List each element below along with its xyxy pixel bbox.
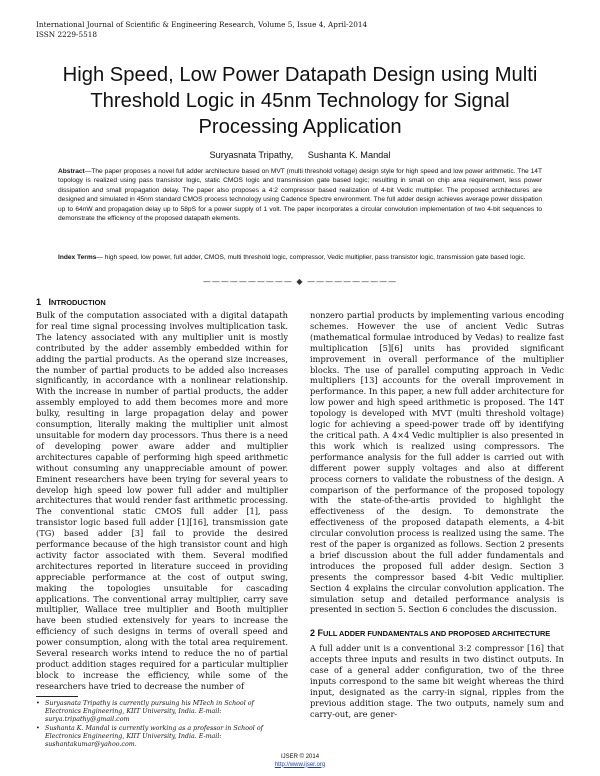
author-line	[40, 150, 560, 160]
bullet-icon: •	[36, 699, 40, 707]
section-1-heading	[36, 297, 288, 308]
abstract-text: —The paper proposes a novel full adder architecture based on MVT (multi threshold voltage) design style for high speed and low power arithmetic. The 14T topology is realized using pass transistor logic, static CMOS logic and transmission gate based logic; resulting in small on chip area requirement, less power dissipation and small propagation delay. The paper also proposes a 4:2 compressor based realization of 4-bit Vedic multiplier. The proposed architectures are designed and simulated in 45nm standard CMOS process technology using Cadence Spectre environment. The full adder design achieves average power dissipation up to 64nW and propagation delay up to 58pS for a power supply of 1 volt. The paper incorporates a circular convolution implementation of two 4-bit sequences to demonstrate the efficiency of the proposed datapath elements.	[58, 168, 542, 223]
paper-title: High Speed, Low Power Datapath Design using Multi Threshold Logic in 45nm Technology for Signal Processing Application	[62, 64, 538, 138]
bullet-icon: •	[36, 724, 40, 732]
section-1-paragraph: Bulk of the computation associated with a digital datapath for real time signal processing involves multiplication task. The latency associated with any multiplier unit is mostly contributed by the adder assembly embedded within for adding the partial products. As the operand size increases, the number of partial products to be added also increases significantly, in accordance with a nonlinear relationship. With the increase in number of partial products, the adder assembly employed to add them becomes more and more bulky, resulting in large propagation delay and power consumption, literally making the multiplier unit almost unsuitable for modern day processors. Thus there is a need of developing power aware adder and multiplier architectures capable of performing high speed arithmetic without consuming any unappreciable amount of power. Eminent researchers have been trying for several years to develop high speed low power full adder and multiplier architectures that would render fast arithmetic processing. The conventional static CMOS full adder [1], pass transistor logic based full adder [1][16], transmission gate (TG) based adder [3] fail to provide the desired performance because of the high transistor count and high activity factor associated with them. Several modified architectures reported in literature succeed in providing appreciable performance at the cost of output swing, making the topologies unsuitable for cascading applications. The conventional array multiplier, carry save multiplier, Wallace tree multiplier and Booth multiplier have been studied extensively for years to increase the efficiency of such designs in terms of overall speed and power consumption, along with the total area requirement. Several research works intend to reduce the no of partial product addition stages required for a particular multiplier block to increase the efficiency, while some of the researchers have tried to decrease the number of	[36, 310, 288, 691]
section-1-initial: I	[48, 297, 52, 307]
left-column	[36, 297, 288, 750]
footnote-text: Suryasnata Tripathy is currently pursuing his MTech in School of Electronics Engineering, KIIT University, India. E-mail: surya.tripathy@gmail.com	[45, 699, 254, 724]
issn: ISSN 2229-5518	[36, 30, 98, 39]
footnotes	[36, 700, 288, 750]
right-column	[310, 310, 564, 720]
section-1-title: NTRODUCTION	[51, 298, 106, 307]
footnote	[36, 725, 288, 750]
section-1-number: 1	[36, 297, 42, 307]
journal-header	[36, 20, 367, 40]
index-terms-label: Index Terms	[58, 254, 97, 261]
journal-link[interactable]: http://www.ijser.org	[274, 761, 326, 768]
footnote-text: Sushanta K. Mandal is currently working as a professor in School of Electronics Engineering, KIIT University, India. E-mail: sushantakumar@yahoo.com.	[45, 724, 263, 749]
journal-info: International Journal of Scientific & Engineering Research, Volume 5, Issue 4, April-2014	[36, 20, 368, 29]
section-2-initial: F	[317, 628, 324, 639]
footnote	[36, 700, 288, 725]
section-1-continuation: nonzero partial products by implementing various encoding schemes. However the use of ancient Vedic Sutras (mathematical formulae introduced by Vedas) to realize fast multiplication [5][6] units has provided significant improvement in overall performance of the multiplier blocks. The use of parallel computing approach in Vedic multipliers [13] accounts for the overall improvement in performance. In this paper, a new full adder architecture for low power and high speed arithmetic is proposed. The 14T topology is developed with MVT (multi threshold voltage) logic for achieving a speed-power trade off by identifying the critical path. A 4×4 Vedic multiplier is also presented in this work which is realized using compressors. The performance analysis for the full adder is carried out with different power supply voltages and also at different process corners to validate the robustness of the design. A comparison of the performance of the proposed topology with the state-of-the-artis provided to highlight the effectiveness of the design. To demonstrate the effectiveness of the proposed datapath elements, a 4-bit circular convolution process is realized using the same. The rest of the paper is organized as follows. Section 2 presents a brief discussion about the full adder fundamentals and introduces the proposed full adder design. Section 3 presents the compressor based 4-bit Vedic multiplier. Section 4 explains the circular convolution application. The simulation setup and detailed performance analysis is presented in section 5. Section 6 concludes the discussion.	[310, 310, 564, 615]
author-2: Sushanta K. Mandal	[307, 150, 391, 160]
index-terms-text: — high speed, low power, full adder, CMOS, multi threshold logic, compressor, Vedic multiplier, pass transistor logic, transmission gate based logic.	[96, 254, 526, 261]
index-terms	[58, 253, 542, 262]
section-separator: —————————— ◆ ——————————	[202, 277, 398, 286]
section-2-title: ULL ADDER FUNDAMENTALS AND PROPOSED ARCHITECTURE	[323, 629, 551, 639]
copyright: IJSER © 2014	[280, 754, 320, 760]
section-2-number: 2	[310, 628, 316, 639]
section-2-paragraph: A full adder unit is a conventional 3:2 compressor [16] that accepts three inputs and results in two distinct outputs. In case of a general adder configuration, two of the three inputs correspond to the same bit weight whereas the third input, designated as the carry-in signal, ripples from the previous addition stage. The two outputs, namely sum and carry-out, are gener-	[310, 643, 564, 719]
abstract	[58, 167, 542, 223]
section-2-heading	[310, 628, 564, 639]
footnote-rule	[36, 696, 78, 697]
page-footer	[0, 754, 600, 769]
abstract-label: Abstract	[58, 168, 85, 175]
author-1: Suryasnata Tripathy,	[209, 150, 294, 160]
